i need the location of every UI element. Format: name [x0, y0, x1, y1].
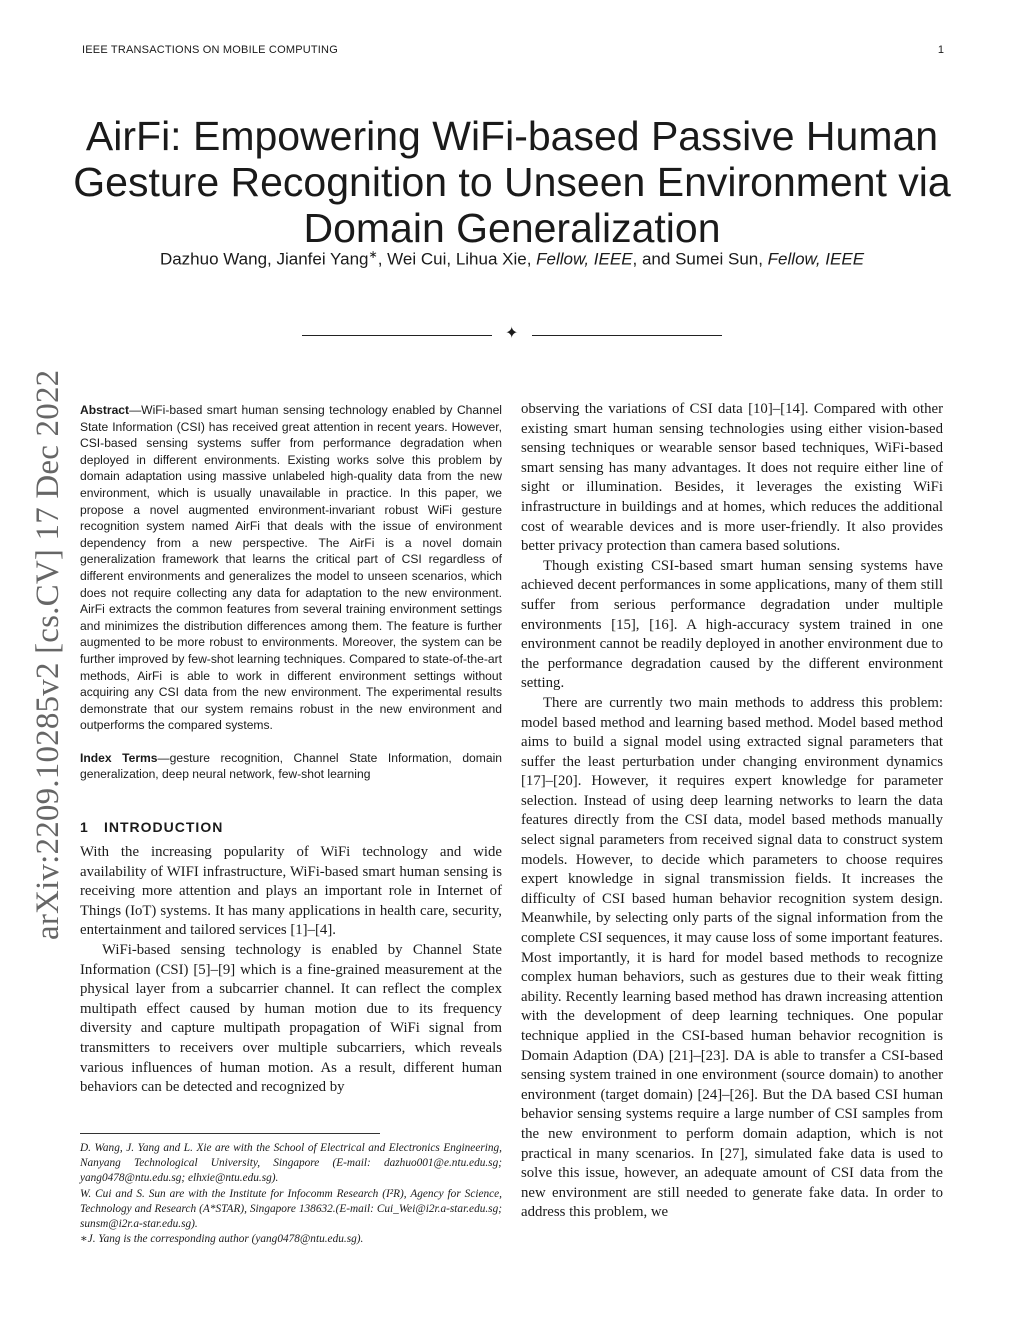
right-paragraph-2: Though existing CSI-based smart human sensing systems have achieved decent performances in some applications, many of them still suffer from serious performance degradation under multiple environments [15], [16]. A high-accuracy system trained in one environment cannot be readily deployed in another environment due to the performance degradation caused by the different environment setting.	[521, 557, 943, 692]
index-terms-text: —gesture recognition, Channel State Information, domain generalization, deep neural network, few-shot learning	[80, 750, 502, 782]
left-column	[80, 402, 502, 1098]
footnote-rule	[80, 1133, 380, 1134]
intro-paragraph-1: With the increasing popularity of WiFi technology and wide availability of WIFI infrastructure, WiFi-based smart human sensing is receiving more attention and plays an important role in Internet of Things (IoT) systems. It has many applications in health care, security, entertainment and tailored services [1]–[4].	[80, 844, 502, 939]
page-number: 1	[937, 44, 944, 56]
paper-title: AirFi: Empowering WiFi-based Passive Human Gesture Recognition to Unseen Environment via Domain Generalization	[73, 113, 951, 252]
abstract-label: Abstract	[80, 403, 130, 417]
title-divider	[302, 326, 722, 346]
authors-part-1: Dazhuo Wang, Jianfei Yang	[159, 249, 369, 269]
right-column	[521, 400, 943, 1223]
right-paragraph-1: observing the variations of CSI data [10]–[14]. Compared with other existing smart human sensing technologies using either vision-based sensing techniques or wearable sensor based techniques, WiFi-based smart sensing has many advantages. It does not require either line of sight or illumination. Besides, it leverages the existing WiFi infrastructure in buildings and at homes, which reduces the additional cost of wearable devices and is more user-friendly. It also provides better privacy protection than camera based solutions.	[521, 401, 943, 555]
footnote-affiliation-i2r: W. Cui and S. Sun are with the Institute for Infocomm Research (I²R), Agency for Science, Technology and Research (A*STAR), Singapore 138632.(E-mail: Cui_Wei@i2r.a-star.edu.sg; sunsm@i2r.a-star.edu.sg).	[80, 1187, 502, 1231]
arxiv-stamp: arXiv:2209.10285v2 [cs.CV] 17 Dec 2022	[30, 369, 66, 940]
fellow-title-1: Fellow, IEEE	[536, 249, 633, 269]
divider-line-left	[302, 335, 492, 336]
authors-part-2: , Wei Cui, Lihua Xie,	[377, 249, 537, 269]
right-paragraph-3: There are currently two main methods to address this problem: model based method and learning based method. Model based method aims to build a signal model using extracted signal parameters that suffer the least perturbation under changing environment dynamics [17]–[20]. However, it requires expert knowledge for parameter selection. Instead of using deep learning networks to learn the data features directly from the CSI data, model based methods manually select signal parameters from received signal data to construct system models. However, to decide which parameters to choose requires expert knowledge in signal transmission fields. It increases the difficulty of CSI based human behavior recognition system design. Meanwhile, by selecting only parts of the signal information from the complete CSI sequences, it may cause loss of some important features. Most importantly, it is hard for model based methods to recognize complex human behaviors, such as gestures due to their weak fitting ability. Recently learning based method has drawn increasing attention with the development of deep learning techniques. One popular technique applied in the CSI-based human behavior recognition is Domain Adaption (DA) [21]–[23]. DA is able to transfer a CSI-based sensing system trained in one environment (source domain) to another environment (target domain) [24]–[26]. But the DA based CSI human behavior sensing systems require a large number of CSI samples from the new environment to perform domain adaption, which is not practical in many scenarios. In [27], simulated fake data is used to solve this issue, however, an adequate amount of CSI data from the new environment are still needed to generate fake data. In order to address this problem, we	[521, 694, 943, 1221]
abstract-text: —WiFi-based smart human sensing technology enabled by Channel State Information (CSI) has received great attention in recent years. However, CSI-based sensing systems suffer from performance degradation when deployed in different environments. Existing works solve this problem by domain adaptation using massive unlabeled high-quality data from the new environment, which is usually unavailable in practice. In this paper, we propose a novel augmented environment-invariant robust WiFi gesture recognition system named AirFi that deals with the issue of environment dependency from a new perspective. The AirFi is a novel domain generalization framework that learns the critical part of CSI regardless of different environments and generalizes the model to unseen scenarios, which does not require collecting any data for adaptation to the new environment. AirFi extracts the common features from several training environment settings and minimizes the distribution differences among them. The feature is further augmented to be more robust to environments. Moreover, the system can be further improved by few-shot learning techniques. Compared to state-of-the-art methods, AirFi is able to work in different environment settings without acquiring any CSI data from the new environment. The experimental results demonstrate that our system remains robust in the new environment and outperforms the compared systems.	[80, 403, 502, 733]
divider-line-right	[532, 335, 722, 336]
authors-part-3: , and Sumei Sun,	[632, 249, 768, 269]
index-terms-label: Index Terms	[80, 750, 158, 765]
running-head: IEEE TRANSACTIONS ON MOBILE COMPUTING	[82, 44, 338, 56]
section-heading-introduction	[80, 819, 502, 835]
divider-diamond-icon: ✦	[505, 325, 519, 342]
section-number: 1	[80, 819, 88, 836]
abstract	[80, 402, 502, 734]
corresponding-author-mark: ∗	[368, 249, 378, 261]
footnote-affiliation-ntu: D. Wang, J. Yang and L. Xie are with the School of Electrical and Electronics Engineering, Nanyang Technological University, Singapore (E-mail: dazhuo001@e.ntu.edu.sg; yang0478@ntu.edu.sg; elhxie@ntu.edu.sg).	[80, 1142, 502, 1185]
section-title: INTRODUCTION	[104, 819, 224, 836]
footnote-corresponding-author: ∗J. Yang is the corresponding author (yang0478@ntu.edu.sg).	[80, 1233, 364, 1246]
intro-paragraph-2: WiFi-based sensing technology is enabled by Channel State Information (CSI) [5]–[9] which is a fine-grained measurement at the physical layer from a subcarrier channel. It can reflect the complex multipath effect caused by human motion due to its frequency diversity and capture multipath propagation of WiFi signal from transmitters to receivers over multiple subcarriers, which reveals various influences of human motion. As a result, different human behaviors can be detected and recognized by	[80, 942, 502, 1096]
footnotes	[80, 1141, 502, 1247]
author-list	[60, 248, 964, 270]
index-terms	[80, 750, 502, 783]
fellow-title-2: Fellow, IEEE	[767, 249, 865, 269]
